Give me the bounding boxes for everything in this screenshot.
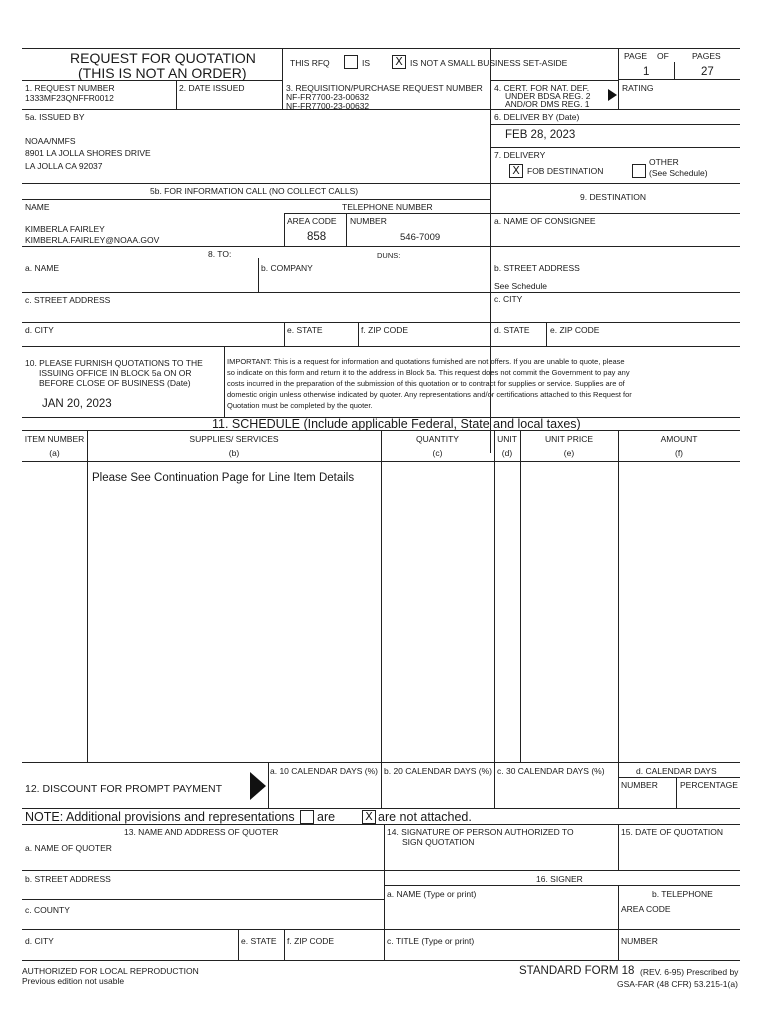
col-quantity-sub: (c) — [432, 448, 443, 458]
note-text: NOTE: Additional provisions and representations — [25, 810, 295, 824]
provisions-are-checkbox[interactable] — [300, 810, 314, 824]
request-number-label: 1. REQUEST NUMBER — [25, 83, 115, 93]
is-not-label: IS NOT A SMALL BUSINESS SET-ASIDE — [410, 58, 568, 68]
signature-label-line2: SIGN QUOTATION — [402, 837, 475, 847]
dest-street-value: See Schedule — [494, 281, 547, 291]
col-unit-sub: (d) — [501, 448, 513, 458]
important-line2: so indicate on this form and return it to the address in Block 5a. This request does not commit the Government to pay any — [227, 368, 630, 377]
issued-by-label: 5a. ISSUED BY — [25, 112, 85, 122]
quoter-county-label: c. COUNTY — [25, 905, 70, 915]
quoter-street-label: b. STREET ADDRESS — [25, 874, 111, 884]
delivery-label: 7. DELIVERY — [494, 150, 546, 160]
cert-label-line3: AND/OR DMS REG. 1 — [505, 99, 590, 109]
rfq-label: THIS RFQ — [290, 58, 330, 68]
dest-state-label: d. STATE — [494, 325, 530, 335]
col-item-number: ITEM NUMBER — [24, 434, 85, 444]
other-sub-label: (See Schedule) — [649, 168, 708, 178]
quoter-state-label: e. STATE — [241, 936, 277, 946]
form-subtitle: (THIS IS NOT AN ORDER) — [78, 65, 247, 81]
info-call-label: 5b. FOR INFORMATION CALL (NO COLLECT CALLS) — [150, 186, 359, 196]
contact-name-label: NAME — [25, 202, 50, 212]
small-business-is-checkbox[interactable] — [344, 55, 358, 69]
requisition-label: 3. REQUISITION/PURCHASE REQUEST NUMBER — [286, 83, 483, 93]
contact-name: KIMBERLA FAIRLEY — [25, 224, 105, 234]
discount-percentage-label: PERCENTAGE — [680, 780, 738, 790]
to-name-label: a. NAME — [25, 263, 60, 273]
rating-label: RATING — [622, 83, 654, 93]
signer-number-label: NUMBER — [621, 936, 658, 946]
important-line1: IMPORTANT: This is a request for information and quotations furnished are not offers. If you are unable to quote, please — [227, 357, 625, 366]
cert-label-line2: UNDER BDSA REG. 2 — [505, 91, 591, 101]
issued-by-line3: LA JOLLA CA 92037 — [25, 161, 103, 171]
furnish-line2: ISSUING OFFICE IN BLOCK 5a ON OR — [39, 368, 192, 378]
deliver-by-label: 6. DELIVER BY (Date) — [494, 112, 580, 122]
form-title: REQUEST FOR QUOTATION — [70, 50, 256, 66]
duns-label: DUNS: — [377, 251, 401, 260]
signature-label-line1: 14. SIGNATURE OF PERSON AUTHORIZED TO — [387, 827, 574, 837]
signer-title-label: c. TITLE (Type or print) — [387, 936, 475, 946]
signer-area-code-label: AREA CODE — [621, 904, 671, 914]
quoter-name-label: a. NAME OF QUOTER — [25, 843, 112, 853]
discount-20-days-label: b. 20 CALENDAR DAYS (%) — [384, 766, 493, 776]
issued-by-line1: NOAA/NMFS — [25, 136, 76, 146]
to-zip-label: f. ZIP CODE — [361, 325, 409, 335]
quoter-city-label: d. CITY — [25, 936, 54, 946]
col-unit-price: UNIT PRICE — [544, 434, 594, 444]
important-line5: Quotation must be completed by the quoter. — [227, 401, 373, 410]
col-amount-sub: (f) — [674, 448, 684, 458]
col-unit-price-sub: (e) — [563, 448, 575, 458]
form-number: STANDARD FORM 18 — [519, 965, 635, 977]
col-quantity: QUANTITY — [416, 434, 459, 444]
provisions-not-attached-checkbox[interactable]: X — [362, 810, 376, 824]
col-item-number-sub: (a) — [49, 448, 60, 458]
discount-30-days-label: c. 30 CALENDAR DAYS (%) — [497, 766, 605, 776]
discount-10-days-label: a. 10 CALENDAR DAYS (%) — [270, 766, 379, 776]
signer-label: 16. SIGNER — [536, 874, 583, 884]
other-delivery-checkbox[interactable] — [632, 164, 646, 178]
quoter-zip-label: f. ZIP CODE — [287, 936, 335, 946]
total-pages: 27 — [701, 66, 714, 78]
discount-label: 12. DISCOUNT FOR PROMPT PAYMENT — [25, 783, 222, 795]
footer-previous-edition: Previous edition not usable — [22, 976, 125, 986]
arrow-right-icon — [250, 772, 266, 800]
col-unit: UNIT — [497, 434, 517, 444]
consignee-label: a. NAME OF CONSIGNEE — [494, 216, 596, 226]
phone-number-label: NUMBER — [350, 216, 387, 226]
furnish-line1: 10. PLEASE FURNISH QUOTATIONS TO THE — [25, 358, 203, 368]
to-city-label: d. CITY — [25, 325, 54, 335]
area-code-value: 858 — [307, 231, 327, 243]
fob-destination-checkbox[interactable]: X — [509, 164, 523, 178]
issued-by-line2: 8901 LA JOLLA SHORES DRIVE — [25, 148, 151, 158]
to-label: 8. TO: — [208, 249, 232, 259]
telephone-label: TELEPHONE NUMBER — [342, 202, 433, 212]
cert-label-line1: 4. CERT. FOR NAT. DEF. — [494, 83, 590, 93]
request-number-value[interactable]: 1333MF23QNFFR0012 — [25, 93, 114, 103]
small-business-is-not-checkbox[interactable]: X — [392, 55, 406, 69]
page-label: PAGE — [624, 51, 647, 61]
to-company-label: b. COMPANY — [261, 263, 313, 273]
dest-city-label: c. CITY — [494, 294, 523, 304]
destination-label: 9. DESTINATION — [580, 192, 646, 202]
important-line3: costs incurred in the preparation of the submission of this quotation or to contract for supplies or service. Supplies are of — [227, 379, 625, 388]
schedule-body-text: Please See Continuation Page for Line Item Details — [92, 472, 355, 484]
requisition-value-2: NF-FR7700-23-00632 — [286, 101, 370, 109]
furnish-line3: BEFORE CLOSE OF BUSINESS (Date) — [39, 378, 191, 388]
discount-calendar-days-label: d. CALENDAR DAYS — [636, 766, 717, 776]
col-supplies-sub: (b) — [228, 448, 240, 458]
dest-street-label: b. STREET ADDRESS — [494, 263, 580, 273]
col-supplies: SUPPLIES/ SERVICES — [189, 434, 279, 444]
date-issued-label: 2. DATE ISSUED — [179, 83, 245, 93]
page-number: 1 — [643, 66, 650, 78]
date-of-quotation-label: 15. DATE OF QUOTATION — [621, 827, 724, 837]
fob-destination-label: FOB DESTINATION — [527, 166, 604, 176]
dest-zip-label: e. ZIP CODE — [550, 325, 600, 335]
provisions-are-label: are — [317, 810, 336, 824]
of-label: OF — [657, 51, 669, 61]
requisition-value[interactable]: NF-FR7700-23-00632 — [286, 92, 370, 102]
schedule-title: 11. SCHEDULE (Include applicable Federal, State and local taxes) — [212, 417, 581, 431]
signer-name-label: a. NAME (Type or print) — [387, 889, 477, 899]
important-line4: domestic origin unless otherwise indicated by quoter. Any representations and/or certifications attached to this Request for — [227, 390, 632, 399]
phone-number-value: 546-7009 — [400, 232, 441, 243]
contact-email[interactable]: KIMBERLA.FAIRLEY@NOAA.GOV — [25, 235, 160, 245]
to-state-label: e. STATE — [287, 325, 323, 335]
footer-authorized: AUTHORIZED FOR LOCAL REPRODUCTION — [22, 966, 199, 976]
signer-telephone-label: b. TELEPHONE — [652, 889, 713, 899]
is-label: IS — [362, 58, 371, 68]
discount-number-label: NUMBER — [621, 780, 658, 790]
pages-label: PAGES — [692, 51, 721, 61]
deliver-by-date[interactable]: FEB 28, 2023 — [505, 129, 576, 141]
form-regulation: GSA-FAR (48 CFR) 53.215-1(a) — [617, 979, 738, 989]
close-of-business-date[interactable]: JAN 20, 2023 — [42, 398, 112, 410]
quoter-label: 13. NAME AND ADDRESS OF QUOTER — [124, 827, 279, 837]
provisions-not-attached-label: are not attached. — [378, 810, 472, 824]
to-street-label: c. STREET ADDRESS — [25, 295, 111, 305]
arrow-right-icon — [608, 89, 617, 101]
area-code-label: AREA CODE — [287, 216, 337, 226]
col-amount: AMOUNT — [660, 434, 698, 444]
form-revision: (REV. 6-95) Prescribed by — [640, 967, 739, 977]
other-label: OTHER — [649, 157, 679, 167]
